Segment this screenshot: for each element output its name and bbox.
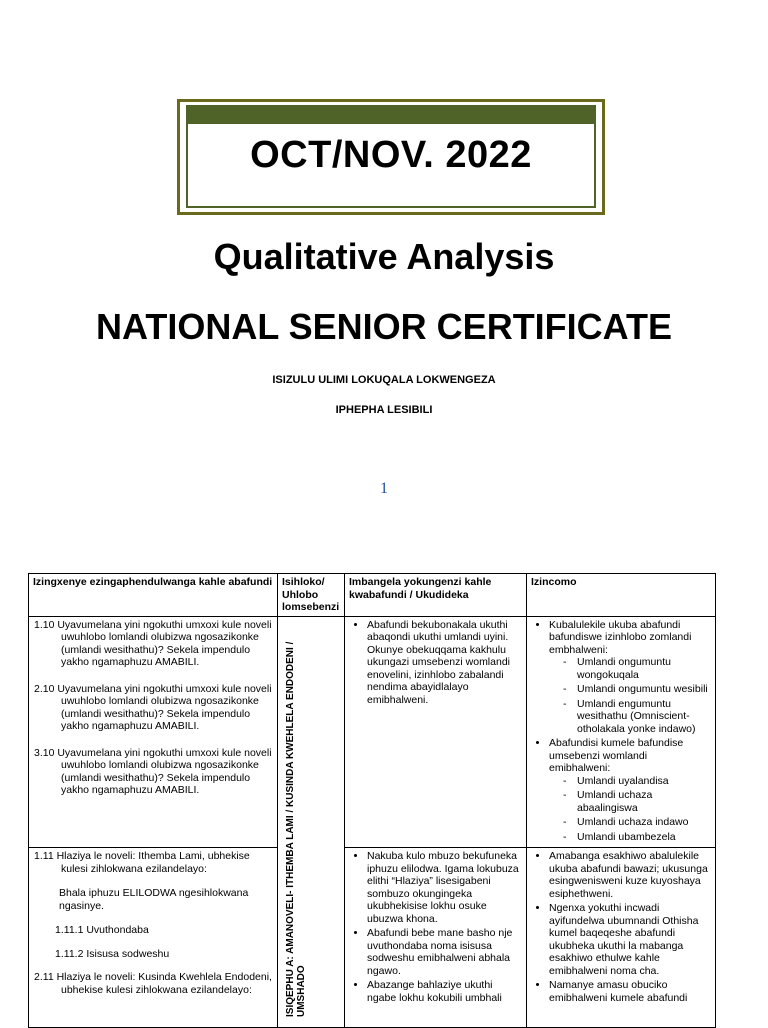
section-label-line-2: UMSHADO (296, 964, 307, 1017)
exam-date: OCT/NOV. 2022 (250, 134, 532, 176)
title-box (177, 99, 605, 215)
paper-name: IPHEPHA LESIBILI (335, 404, 433, 416)
recommendation-text: Kubalulekile ukuba abafundi bafundiswe izinhlobo zomlandi embhalweni: (549, 618, 692, 656)
recommendation-item: • Ngenxa yokuthi incwadi ayifundelwa ubumnandi Othisha kumel baqeqeshe abafundi ukubheka ukuthi la mabanga esakhiwo ethulwe kahle emibhalweni noma cha. (549, 902, 711, 977)
question-2-10: 2.10 Uyavumelana yini ngokuthi umxoxi kule noveli uwuhlobo lomlandi olubizwa ngosazikonke (umlandi wesithathu)? Sekela impendulo yakho ngamaphuzu AMABILI. (34, 682, 272, 732)
sub-item: - Umlandi ongumuntu wesibili (577, 683, 711, 696)
table-header-row (29, 574, 716, 617)
analysis-table (28, 573, 716, 1028)
questions-cell (29, 616, 278, 848)
causes-cell (345, 616, 527, 848)
sub-item: - Umlandi engumuntu wesithathu (Omniscient- otholakala yonke indawo) (577, 698, 711, 736)
questions-cell (29, 848, 278, 1028)
cause-item: • Abafundi bebe mane basho nje uvuthondaba noma isisusa sodweshu emibhalweni abhala ngawo. (367, 927, 522, 977)
question-1-10: 1.10 Uyavumelana yini ngokuthi umxoxi kule noveli uwuhlobo lomlandi olubizwa ngosazikonke (umlandi wesithathu)? Sekela impendulo yakho ngamaphuzu AMABILI. (34, 618, 272, 668)
question-subpart: 1.11.1 Uvuthondaba (55, 924, 149, 936)
recommendation-item: • Amabanga esakhiwo abalulekile ukuba abafundi bawazi; ukusunga esingwenisweni kuze kuyoshaya esiphethweni. (549, 850, 711, 900)
header-recommendations: Izincomo (527, 574, 716, 617)
title-box-band (186, 105, 596, 124)
header-topic: Isihloko/ Uhlobo lomsebenzi (278, 574, 345, 617)
recommendation-text: Abafundisi kumele bafundise umsebenzi womlandi emibhalweni: (549, 737, 684, 774)
header-questions: Izingxenye ezingaphendulwanga kahle abafundi (29, 574, 278, 617)
recommendations-cell (527, 848, 716, 1028)
sub-item: - Umlandi uyalandisa (577, 775, 711, 788)
page-number: 1 (380, 480, 388, 497)
header-causes: Imbangela yokungenzi kahle kwabafundi / Ukudideka (345, 574, 527, 617)
cause-item: • Abazange bahlaziye ukuthi ngabe lokhu kokubili umbhali (367, 979, 522, 1004)
sub-item: - Umlandi ubambezela (577, 831, 711, 844)
question-2-11: 2.11 Hlaziya le noveli: Kusinda Kwehlela Endodeni, ubhekise kulesi zihlokwana ezilandelayo: (34, 971, 272, 996)
section-label-line-1: ISIQEPHU A: AMANOVELI- ITHEMBA LAMI / KUSINDA KWEHLELA ENDODENI / (285, 641, 296, 1017)
section-label-cell (278, 616, 345, 1028)
table-row (29, 616, 716, 848)
recommendation-item: • Namanye amasu obuciko emibhalweni kumele abafundi (549, 979, 711, 1004)
sub-item: - Umlandi ongumuntu wongokuqala (577, 656, 711, 681)
cause-item: • Abafundi bekubonakala ukuthi abaqondi ukuthi umlandi uyini. Okunye obekuqqama kakhulu ukungazi umsebenzi womlandi enovelini, izinhlobo zabalandi nendima abayidlalayo emibhalweni. (367, 619, 522, 707)
sub-item: - Umlandi uchaza indawo (577, 816, 711, 829)
cause-item: • Nakuba kulo mbuzo bekufuneka iphuzu elilodwa. Igama lokubuza elithi “Hlaziya” lisesigabeni sombuzo okungingeka ukubhekisise lokhu osuke ubuzwa khona. (367, 850, 522, 925)
recommendation-item (549, 619, 711, 736)
subject-name: ISIZULU ULIMI LOKUQALA LOKWENGEZA (272, 374, 496, 386)
question-instruction: Bhala iphuzu ELILODWA ngesihlokwana ngasinye. (59, 887, 249, 912)
document-subtitle: NATIONAL SENIOR CERTIFICATE (96, 306, 672, 347)
question-subpart: 1.11.2 Isisusa sodweshu (55, 947, 170, 960)
document-title: Qualitative Analysis (213, 236, 555, 277)
sub-item: - Umlandi uchaza abaalingiswa (577, 789, 711, 814)
recommendation-item (549, 737, 711, 843)
table-row (29, 848, 716, 1028)
causes-cell (345, 848, 527, 1028)
question-3-10: 3.10 Uyavumelana yini ngokuthi umxoxi kule noveli uwuhlobo lomlandi olubizwa ngosazikonke (umlandi wesithathu)? Sekela impendulo yakho ngamaphuzu AMABILI. (34, 746, 272, 796)
question-1-11: 1.11 Hlaziya le noveli: Ithemba Lami, ubhekise kulesi zihlokwana ezilandelayo: (34, 850, 250, 875)
recommendations-cell (527, 616, 716, 848)
